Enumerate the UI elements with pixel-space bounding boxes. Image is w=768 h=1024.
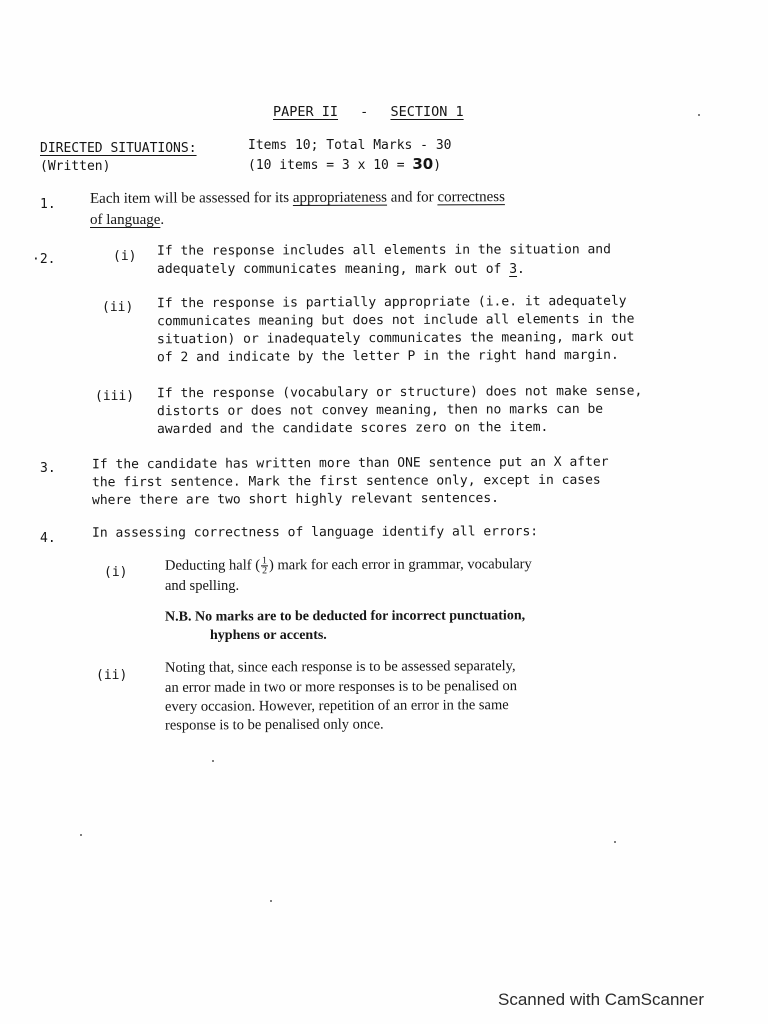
fraction-numerator: 1 (261, 555, 268, 567)
scan-speck (614, 841, 616, 843)
item-2-ii-line-3: situation) or inadequately communicates the meaning, mark out (156, 329, 635, 348)
item-1-of-language: of language (90, 212, 161, 228)
title-paper: PAPER II (273, 104, 339, 120)
item-2-ii-label: (ii) (102, 300, 134, 315)
item-2-ii-line-1: If the response is partially appropriate (i.e. it adequately (156, 293, 627, 312)
item-2-iii-line-3: awarded and the candidate scores zero on the item. (156, 419, 549, 438)
scan-speck (80, 834, 82, 836)
item-4-i-text-b: ) mark for each error in grammar, vocabulary (268, 556, 532, 574)
item-3-line-3: where there are two short highly relevant sentences. (91, 490, 500, 509)
section-heading: DIRECTED SITUATIONS: (40, 141, 197, 156)
item-4-ii-line-4: response is to be penalised only once. (164, 716, 384, 734)
item-1-line-1 (90, 188, 505, 208)
item-4-ii-line-3: every occasion. However, repetition of an error in the same (164, 697, 509, 715)
nb-line-2: hyphens or accents. (210, 628, 327, 643)
item-1-appropriateness: appropriateness (292, 189, 388, 207)
calc-total: 30 (412, 155, 434, 173)
item-2-i-period: . (517, 262, 525, 277)
scan-speck (698, 114, 700, 116)
title-section: SECTION 1 (390, 104, 464, 120)
item-2-iii-label: (iii) (95, 389, 135, 404)
item-4-i-label: (i) (104, 565, 128, 580)
item-2-number: ·2. (32, 252, 56, 267)
items-line: Items 10; Total Marks - 30 (248, 138, 452, 153)
page-title (273, 104, 464, 120)
item-4-number: 4. (40, 531, 56, 546)
item-4-i-text-a: Deducting half ( (164, 557, 261, 574)
item-4-ii-label: (ii) (96, 668, 128, 683)
calc-prefix: (10 items = 3 x 10 = (248, 158, 413, 173)
item-4-i-line-1 (165, 555, 532, 576)
item-3-line-1: If the candidate has written more than ONE sentence put an X after (91, 454, 609, 473)
item-2-ii-line-2: communicates meaning but does not include all elements in the (156, 311, 635, 330)
section-subheading: (Written) (40, 159, 111, 174)
item-4-intro: In assessing correctness of language identify all errors: (91, 524, 539, 541)
item-2-i-line-1: If the response includes all elements in the situation and (156, 242, 611, 259)
item-4-i-line-2: and spelling. (165, 578, 240, 594)
fraction-denominator: 2 (262, 565, 268, 577)
item-1-text-a: Each item will be assessed for its (89, 190, 290, 207)
scan-speck (270, 900, 272, 902)
item-1-number: 1. (40, 197, 56, 212)
calc-suffix: ) (433, 158, 442, 173)
item-2-i-label: (i) (113, 249, 137, 264)
item-1-period: . (160, 212, 165, 228)
marks-calculation (248, 155, 441, 173)
item-2-ii-line-4: of 2 and indicate by the letter P in the right hand margin. (156, 347, 619, 366)
item-2-iii-line-1: If the response (vocabulary or structure) does not make sense, (156, 383, 643, 402)
item-3-line-2: the first sentence. Mark the first sentence only, except in cases (91, 472, 601, 491)
item-2-i-line-2 (157, 261, 525, 279)
scan-speck (212, 760, 214, 762)
item-2-iii-line-2: distorts or does not convey meaning, then no marks can be (156, 401, 604, 420)
nb-line-1: N.B. No marks are to be deducted for incorrect punctuation, (164, 608, 526, 625)
item-2-i-mark-3: 3 (509, 262, 518, 277)
item-1-line-2 (90, 211, 164, 229)
item-2-i-text: adequately communicates meaning, mark out of (157, 262, 502, 277)
item-4-ii-line-1: Noting that, since each response is to be assessed separately, (164, 658, 516, 676)
item-4-ii-line-2: an error made in two or more responses is to be penalised on (164, 678, 517, 696)
item-3-number: 3. (40, 461, 56, 476)
half-fraction (261, 557, 268, 576)
camscanner-watermark: Scanned with CamScanner (498, 990, 705, 1009)
title-dash: - (360, 104, 369, 120)
item-1-text-b: and for (390, 189, 434, 206)
item-1-correctness: correctness (437, 189, 505, 206)
